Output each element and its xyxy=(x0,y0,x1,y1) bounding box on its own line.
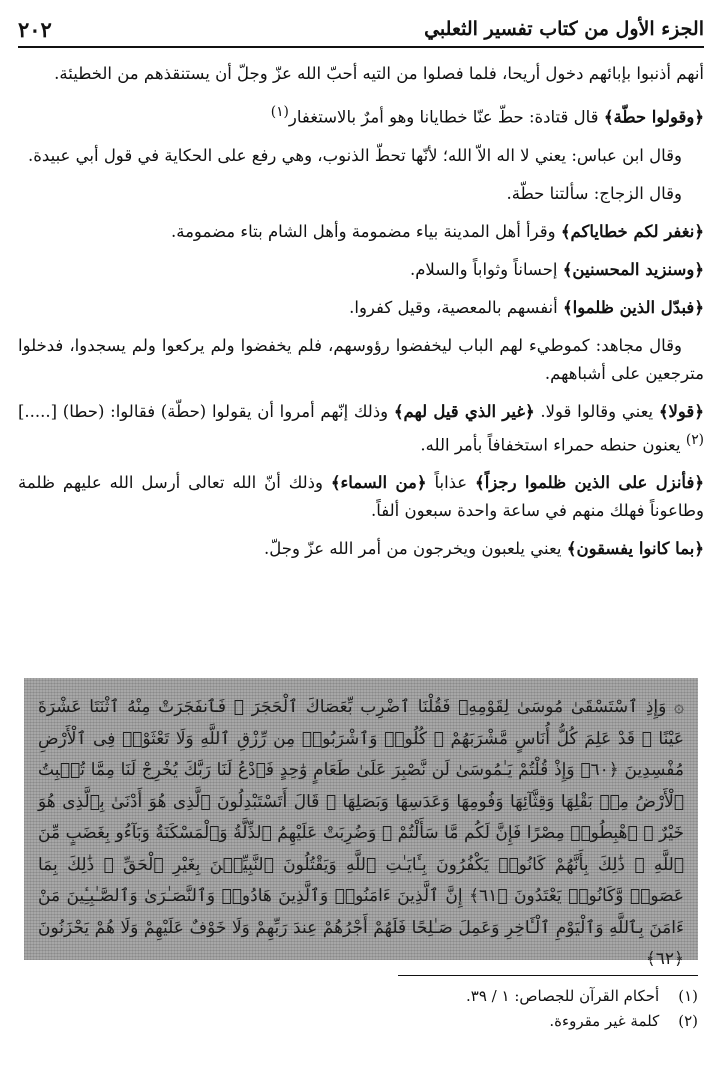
commentary-text xyxy=(18,60,704,573)
paragraph xyxy=(18,332,704,388)
quran-verses-text: ۞ وَإِذِ ٱسْتَسْقَىٰ مُوسَىٰ لِقَوْمِهِۦ فَقُلْنَا ٱضْرِب بِّعَصَاكَ ٱلْحَجَرَ ۖ فَٱنفَجَرَتْ مِنْهُ ٱثْنَتَا عَشْرَةَ عَيْنًا ۖ قَدْ عَلِمَ كُلُّ أُنَاسٍ مَّشْرَبَهُمْ ۖ كُلُوا۟ وَٱشْرَبُوا۟ مِن رِّزْقِ ٱللَّهِ وَلَا تَعْثَوْا۟ فِى ٱلْأَرْضِ مُفْسِدِينَ ﴿٦٠﴾ وَإِذْ قُلْتُمْ يَـٰمُوسَىٰ لَن نَّصْبِرَ عَلَىٰ طَعَامٍ وَٰحِدٍ فَٱدْعُ لَنَا رَبَّكَ يُخْرِجْ لَنَا مِمَّا تُنۢبِتُ ٱلْأَرْضُ مِنۢ بَقْلِهَا وَقِثَّآئِهَا وَفُومِهَا وَعَدَسِهَا وَبَصَلِهَا ۖ قَالَ أَتَسْتَبْدِلُونَ ٱلَّذِى هُوَ أَدْنَىٰ بِٱلَّذِى هُوَ خَيْرٌ ۚ ٱهْبِطُوا۟ مِصْرًا فَإِنَّ لَكُم مَّا سَأَلْتُمْ ۗ وَضُرِبَتْ عَلَيْهِمُ ٱلذِّلَّةُ وَٱلْمَسْكَنَةُ وَبَآءُو بِغَضَبٍ مِّنَ ٱللَّهِ ۗ ذَٰلِكَ بِأَنَّهُمْ كَانُوا۟ يَكْفُرُونَ بِـَٔايَـٰتِ ٱللَّهِ وَيَقْتُلُونَ ٱلنَّبِيِّـۧنَ بِغَيْرِ ٱلْحَقِّ ۗ ذَٰلِكَ بِمَا عَصَوا۟ وَّكَانُوا۟ يَعْتَدُونَ ﴿٦١﴾ إِنَّ ٱلَّذِينَ ءَامَنُوا۟ وَٱلَّذِينَ هَادُوا۟ وَٱلنَّصَـٰرَىٰ وَٱلصَّـٰبِـِٔينَ مَنْ ءَامَنَ بِٱللَّهِ وَٱلْيَوْمِ ٱلْـَٔاخِرِ وَعَمِلَ صَـٰلِحًا فَلَهُمْ أَجْرُهُمْ عِندَ رَبِّهِمْ وَلَا خَوْفٌ عَلَيْهِمْ وَلَا هُمْ يَحْزَنُونَ ﴿٦٢﴾ xyxy=(38,697,684,969)
paragraph xyxy=(18,142,704,170)
footnotes xyxy=(24,975,698,1034)
running-title: الجزء الأول من كتاب تفسير الثعلبي xyxy=(424,18,704,40)
footnote-marker: (١) xyxy=(270,104,289,120)
quran-quote: ﴿نغفر لكم خطاياكم﴾ xyxy=(560,221,704,241)
text-span: وقال ابن عباس: يعني لا اله الاّ الله؛ لأنّها تحطّ الذنوب، وهي رفع على الحكاية في قول أبي عبيدة. xyxy=(28,145,682,165)
text-span: وقال مجاهد: كموطيء لهم الباب ليخفضوا رؤوسهم، فلم يخفضوا ولم يركعوا ولم يسجدوا، فدخلوا مترجعين على أشباههم. xyxy=(18,335,704,383)
quran-quote: ﴿وسنزيد المحسنين﴾ xyxy=(562,259,704,279)
text-span: أنفسهم بالمعصية، وقيل كفروا. xyxy=(349,297,563,317)
footnote-text: كلمة غير مقروءة. xyxy=(549,1012,660,1030)
paragraph xyxy=(18,256,704,284)
text-span: يعني وقالوا قولا. xyxy=(534,401,659,421)
text-span: وقال الزجاج: سألتنا حطّة. xyxy=(506,183,682,203)
paragraph xyxy=(18,398,704,460)
paragraph xyxy=(18,535,704,563)
paragraph xyxy=(18,60,704,88)
footnote-marker: (٢) xyxy=(685,431,704,448)
footnote-text: أحكام القرآن للجصاص: ١ / ٣٩. xyxy=(466,987,660,1005)
text-span: يعنون حنطه حمراء استخفافاً بأمر الله. xyxy=(420,435,686,454)
text-span: عذاباً xyxy=(426,473,476,492)
page-number: ٢٠٢ xyxy=(18,16,52,42)
paragraph xyxy=(18,218,704,246)
paragraph xyxy=(18,469,704,525)
quran-quote: ﴿غير الذي قيل لهم﴾ xyxy=(393,401,535,421)
text-span: أنهم أذنبوا بإبائهم دخول أريحا، فلما فصلوا من التيه أحبّ الله عزّ وجلّ أن يستنقذهم من الخطيئة. xyxy=(54,64,704,83)
quran-quote: ﴿بما كانوا يفسقون﴾ xyxy=(566,539,704,558)
paragraph xyxy=(18,98,704,132)
quran-verses-box xyxy=(24,678,698,969)
footnote-number: (١) xyxy=(678,987,698,1005)
page-header xyxy=(18,12,704,48)
text-span: وذلك أنّ الله تعالى أرسل الله عليهم ظلمة وطاعوناً فهلك منهم في ساعة واحدة سبعون ألفاً. xyxy=(18,473,704,520)
text-span: قال قتادة: حطّ عنّا خطايانا وهو أمرٌ بالاستغفار xyxy=(288,107,604,127)
text-span: يعني يلعبون ويخرجون من أمر الله عزّ وجلّ. xyxy=(264,539,567,558)
paragraph xyxy=(18,180,704,208)
footnote-number: (٢) xyxy=(678,1012,698,1030)
quran-quote: ﴿فأنزل على الذين ظلموا رجزاً﴾ xyxy=(475,473,705,492)
quran-quote: ﴿قولا﴾ xyxy=(658,401,704,421)
footnote-2 xyxy=(24,1009,698,1034)
paragraph xyxy=(18,294,704,322)
footnote-divider xyxy=(398,975,698,976)
quran-quote: ﴿فبدّل الذين ظلموا﴾ xyxy=(562,297,704,317)
quran-quote: ﴿وقولوا حطّة﴾ xyxy=(603,107,704,127)
footnote-1 xyxy=(24,984,698,1009)
quran-quote: ﴿من السماء﴾ xyxy=(330,473,427,492)
text-span: إحساناً وثواباً والسلام. xyxy=(409,259,563,279)
text-span: وذلك إنّهم أمروا أن يقولوا (حطّة) فقالوا: (حطا) [.....] xyxy=(18,401,394,421)
text-span: وقرأ أهل المدينة بياء مضمومة وأهل الشام بتاء مضمومة. xyxy=(170,221,561,241)
